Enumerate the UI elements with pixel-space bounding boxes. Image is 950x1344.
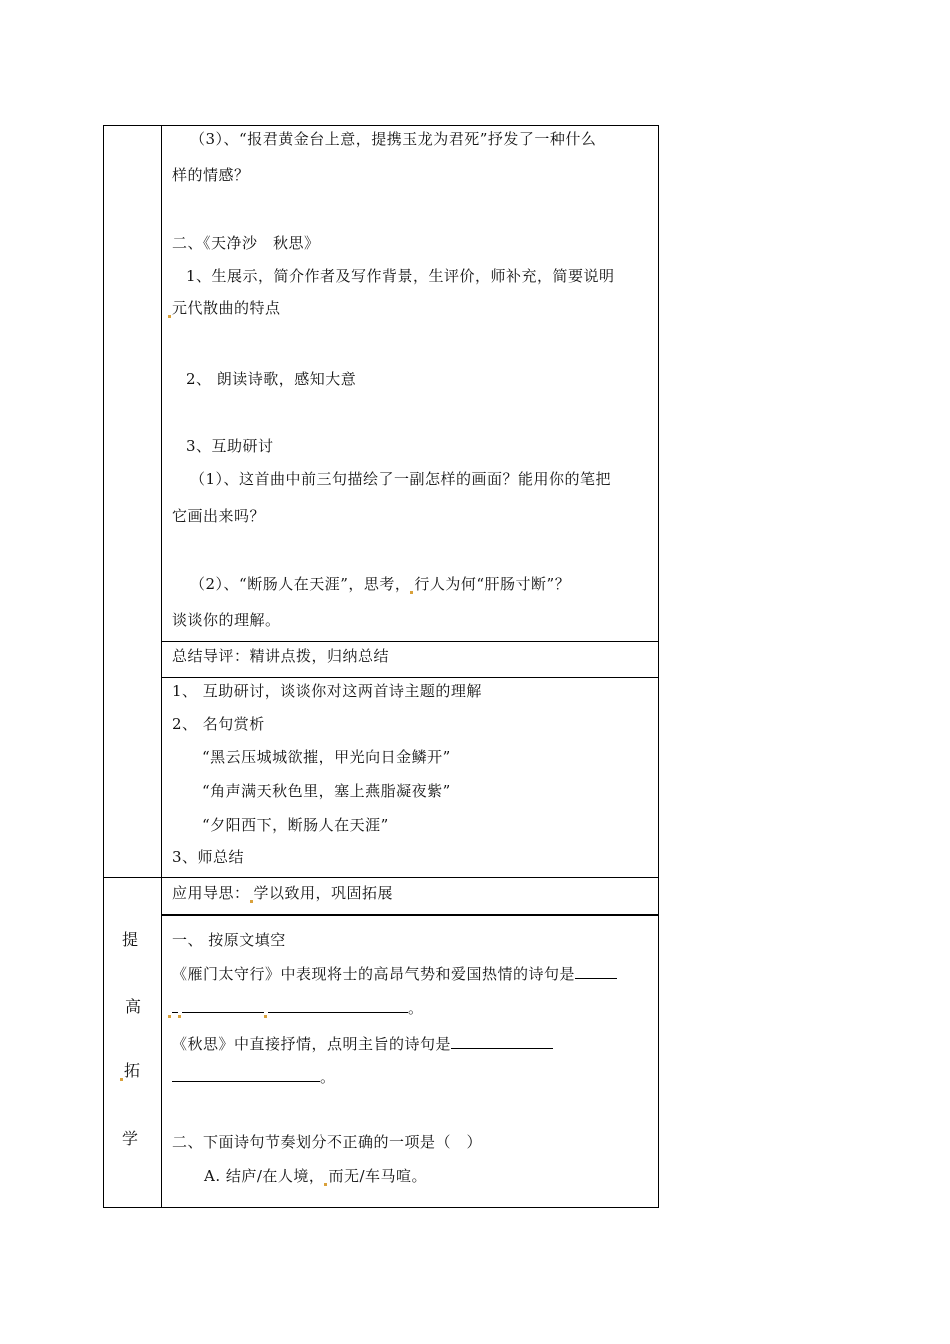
application-header (172, 883, 393, 903)
sub-question-2-part-a: （2）、“断肠人在天涯”，思考， (190, 575, 411, 593)
marker-dot (250, 900, 253, 903)
sub-question-2-line2: 谈谈你的理解。 (172, 611, 281, 629)
marker-dot (168, 1015, 171, 1018)
summary-header-top (161, 641, 659, 642)
part-1-title: 一、 按原文填空 (172, 931, 286, 949)
sub-question-1-line2: 它画出来吗？ (172, 507, 266, 525)
sub-question-2-line1 (190, 574, 570, 594)
side-label-char-1: 提 (122, 930, 139, 949)
sub-question-1-line1: （1）、这首曲中前三句描绘了一副怎样的画面？能用你的笔把 (190, 470, 612, 488)
fill-question-2 (172, 1034, 553, 1054)
section-2-title: 二、《天净沙 秋思》 (172, 234, 320, 252)
table-bottom-border (103, 1207, 659, 1208)
fill-question-1-end: 。 (408, 999, 424, 1017)
answer-blank[interactable] (451, 1034, 553, 1049)
summary-quote-1: “黑云压城城欲摧，甲光向日金鳞开” (202, 748, 451, 766)
fill-question-2-end: 。 (320, 1068, 336, 1086)
summary-quote-2: “角声满天秋色里，塞上燕脂凝夜紫” (202, 782, 451, 800)
answer-blank[interactable] (268, 998, 408, 1013)
answer-blank[interactable] (575, 964, 617, 979)
fill-question-1 (172, 964, 617, 984)
marker-dot (324, 1183, 327, 1186)
marker-dot (264, 1015, 267, 1018)
summary-quote-3: “夕阳西下，断肠人在天涯” (202, 816, 389, 834)
fill-question-2-continued (172, 1067, 336, 1087)
marker-dot (410, 591, 413, 594)
fill-question-1-text: 《雁门太守行》中表现将士的高昂气势和爱国热情的诗句是 (172, 965, 576, 983)
item-1-line2: 元代散曲的特点 (172, 299, 281, 317)
summary-header: 总结导评：精讲点拨，归纳总结 (172, 647, 390, 665)
fill-question-2-text: 《秋思》中直接抒情，点明主旨的诗句是 (172, 1035, 452, 1053)
item-1-line1: 1、生展示，简介作者及写作背景，生评价，师补充，简要说明 (186, 267, 615, 285)
summary-header-bottom (161, 677, 659, 678)
question-3-line1: （3）、“报君黄金台上意，提携玉龙为君死”抒发了一种什么 (190, 130, 597, 148)
option-a (204, 1166, 427, 1186)
application-header-bottom (161, 914, 659, 916)
marker-dot (168, 315, 171, 318)
question-3-line2: 样的情感？ (172, 166, 250, 184)
side-label-char-3: 拓 (124, 1061, 141, 1080)
item-3: 3、互助研讨 (186, 437, 274, 455)
item-1-line2-row (168, 298, 281, 318)
answer-blank[interactable] (172, 998, 178, 1013)
fill-question-1-continued (168, 998, 424, 1018)
sub-question-2-part-b: 行人为何“肝肠寸断”？ (414, 575, 571, 593)
application-header-label: 应用导思： (172, 884, 250, 902)
table-top-border (103, 125, 659, 126)
summary-item-3: 3、师总结 (172, 848, 245, 866)
table-right-border (658, 125, 659, 1208)
option-a-part-1: A. 结庐/在人境， (204, 1167, 325, 1185)
part-2-title: 二、下面诗句节奏划分不正确的一项是（ ） (172, 1133, 483, 1151)
answer-blank[interactable] (172, 1067, 320, 1082)
application-section-top (103, 877, 659, 878)
option-a-part-2: 而无/车马喧。 (328, 1167, 427, 1185)
answer-blank[interactable] (182, 998, 264, 1013)
side-label-char-3-row (120, 1061, 140, 1081)
side-label-char-2: 高 (125, 997, 142, 1016)
marker-dot (178, 1015, 181, 1018)
table-column-divider (161, 125, 162, 1208)
summary-item-2: 2、 名句赏析 (172, 715, 265, 733)
application-header-text: 学以致用，巩固拓展 (253, 884, 394, 902)
table-left-border (103, 125, 104, 1208)
summary-item-1: 1、 互助研讨，谈谈你对这两首诗主题的理解 (172, 682, 482, 700)
item-2: 2、 朗读诗歌，感知大意 (186, 370, 357, 388)
side-label-char-4: 学 (122, 1129, 139, 1148)
marker-dot (120, 1078, 123, 1081)
